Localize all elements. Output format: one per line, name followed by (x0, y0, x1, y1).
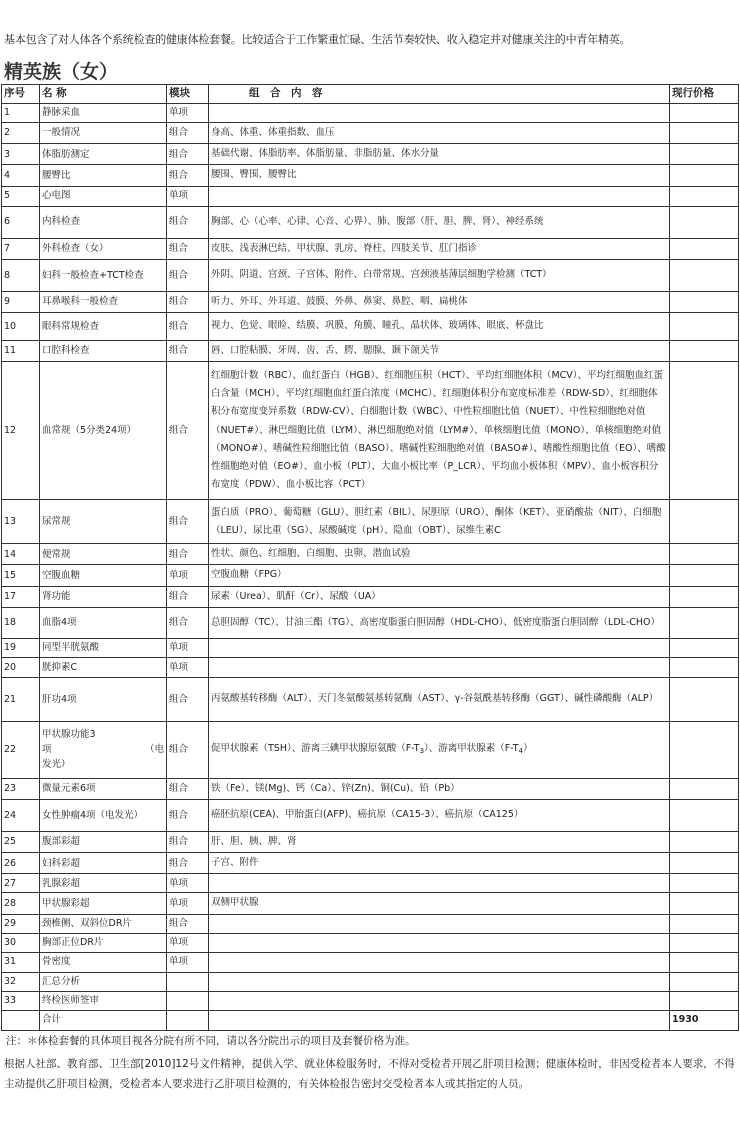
cell-price (670, 206, 739, 238)
package-title: 精英族（女） (4, 61, 119, 83)
cell-items: 胸部、心（心率、心律、心音、心界）、肺、腹部（肝、胆、脾、肾）、神经系统 (209, 206, 670, 238)
cell-no (2, 1010, 40, 1030)
cell-name: 胱抑素C (40, 657, 167, 677)
cell-name: 外科检查（女） (40, 238, 167, 259)
cell-name: 甲状腺彩超 (40, 893, 167, 914)
cell-price (670, 874, 739, 893)
cell-module: 单项 (167, 933, 209, 952)
cell-items (209, 638, 670, 657)
footnote: 注：＊体检套餐的具体项目视各分院有所不同，请以各分院出示的项目及套餐价格为准。 (6, 1035, 416, 1047)
cell-name: 一般情况 (40, 123, 167, 144)
cell-price (670, 238, 739, 259)
cell-name: 汇总分析 (40, 972, 167, 991)
cell-module (167, 991, 209, 1010)
table-row (2, 933, 739, 952)
table-row (2, 952, 739, 972)
cell-module: 组合 (167, 853, 209, 874)
cell-items: 癌胚抗原(CEA)、甲胎蛋白(AFP)、癌抗原（CA15-3）、癌抗原（CA125） (209, 800, 670, 832)
cell-price (670, 186, 739, 206)
table-row (2, 607, 739, 638)
cell-module: 单项 (167, 952, 209, 972)
cell-module: 组合 (167, 206, 209, 238)
cell-no: 18 (2, 607, 40, 638)
cell-price (670, 657, 739, 677)
cell-no: 14 (2, 544, 40, 565)
cell-items (209, 914, 670, 933)
cell-name: 便常规 (40, 544, 167, 565)
cell-module: 单项 (167, 638, 209, 657)
cell-price (670, 362, 739, 500)
cell-name: 血脂4项 (40, 607, 167, 638)
table-row (2, 832, 739, 853)
table-row (2, 972, 739, 991)
cell-price (670, 853, 739, 874)
cell-items (209, 721, 670, 778)
cell-price (670, 800, 739, 832)
cell-no: 30 (2, 933, 40, 952)
name-line: 发光） (42, 759, 71, 771)
cell-price (670, 972, 739, 991)
cell-price (670, 586, 739, 607)
cell-no: 32 (2, 972, 40, 991)
items-text: ） (523, 742, 533, 754)
cell-items: 性状、颜色、红细胞、白细胞、虫卵、潜血试验 (209, 544, 670, 565)
cell-price (670, 123, 739, 144)
cell-module: 组合 (167, 313, 209, 341)
table-row (2, 638, 739, 657)
cell-items (209, 991, 670, 1010)
cell-items (209, 933, 670, 952)
cell-module: 组合 (167, 586, 209, 607)
col-header-items: 组 合 内 容 (209, 85, 670, 104)
table-row (2, 586, 739, 607)
cell-items: 子宫、附件 (209, 853, 670, 874)
cell-no: 29 (2, 914, 40, 933)
cell-no: 27 (2, 874, 40, 893)
cell-name: 妇科一般检查+TCT检查 (40, 259, 167, 291)
cell-no: 24 (2, 800, 40, 832)
cell-price (670, 313, 739, 341)
cell-no: 28 (2, 893, 40, 914)
cell-no: 26 (2, 853, 40, 874)
cell-no: 8 (2, 259, 40, 291)
cell-items: 双侧甲状腺 (209, 893, 670, 914)
cell-module: 组合 (167, 341, 209, 362)
cell-no: 17 (2, 586, 40, 607)
cell-name: 胸部正位DR片 (40, 933, 167, 952)
cell-name: 空腹血糖 (40, 565, 167, 586)
cell-name: 妇科彩超 (40, 853, 167, 874)
cell-items: 空腹血糖（FPG） (209, 565, 670, 586)
table-row (2, 893, 739, 914)
cell-module: 组合 (167, 832, 209, 853)
cell-no: 22 (2, 721, 40, 778)
cell-items: 红细胞计数（RBC）、血红蛋白（HGB）、红细胞压积（HCT）、平均红细胞体积（MCV）、平均红细胞血红蛋白含量（MCH）、平均红细胞血红蛋白浓度（MCHC）、红细胞体积分布宽度标准差（RDW-SD）、红细胞体积分布宽度变异系数（RDW-CV）、白细胞计数（WBC）、中性粒细胞比值（NUET）、中性粒细胞绝对值（NUET#）、淋巴细胞比值（LYM）、淋巴细胞绝对值（LYM#）、单核细胞比值（MONO）、单核细胞绝对值（MONO#）、嗜碱性粒细胞比值（BASO）、嗜碱性粒细胞绝对值（BASO#）、嗜酸性细胞比值（EO）、嗜酸性细胞绝对值（EO#）、血小板（PLT）、大血小板比率（P_LCR）、平均血小板体积（MPV）、血小板容积分布宽度（PDW）、血小板比容（PCT） (209, 362, 670, 500)
cell-items: 视力、色觉、眼睑、结膜、巩膜、角膜、瞳孔、晶状体、玻璃体、眼底、杯盘比 (209, 313, 670, 341)
cell-no: 9 (2, 291, 40, 312)
cell-module: 组合 (167, 238, 209, 259)
cell-module (167, 972, 209, 991)
name-part: 项 (42, 744, 52, 756)
cell-name: 终检医师签审 (40, 991, 167, 1010)
cell-items: 外阴、阴道、宫颈、子宫体、附件、白带常规、宫颈液基薄层细胞学检测（TCT） (209, 259, 670, 291)
table-row (2, 165, 739, 186)
cell-items: 基础代谢、体脂肪率、体脂肪量、非脂肪量、体水分量 (209, 144, 670, 165)
cell-price (670, 291, 739, 312)
cell-items: 总胆固醇（TC）、甘油三酯（TG）、高密度脂蛋白胆固醇（HDL-CHO）、低密度脂蛋白胆固醇（LDL-CHO） (209, 607, 670, 638)
cell-name: 肝功4项 (40, 677, 167, 721)
cell-price (670, 607, 739, 638)
items-text: 促甲状腺素（TSH）、游离三碘甲状腺原氨酸（F-T (211, 742, 420, 754)
table-row (2, 123, 739, 144)
cell-price (670, 778, 739, 799)
cell-price (670, 144, 739, 165)
cell-no: 13 (2, 500, 40, 544)
cell-price (670, 259, 739, 291)
cell-price (670, 565, 739, 586)
cell-items (209, 952, 670, 972)
cell-module: 组合 (167, 165, 209, 186)
cell-name: 尿常规 (40, 500, 167, 544)
cell-name: 腰臀比 (40, 165, 167, 186)
cell-items: 皮肤、浅表淋巴结、甲状腺、乳房、脊柱、四肢关节、肛门指诊 (209, 238, 670, 259)
cell-no: 10 (2, 313, 40, 341)
table-row (2, 362, 739, 500)
cell-name: 体脂肪测定 (40, 144, 167, 165)
cell-module: 组合 (167, 607, 209, 638)
cell-name: 静脉采血 (40, 104, 167, 123)
cell-name: 肾功能 (40, 586, 167, 607)
subscript: 3 (419, 746, 425, 755)
table-row (2, 874, 739, 893)
cell-items: 蛋白质（PRO）、葡萄糖（GLU）、胆红素（BIL）、尿胆原（URO）、酮体（KET）、亚硝酸盐（NIT）、白细胞（LEU）、尿比重（SG）、尿酸碱度（pH）、隐血（OBT）、尿维生素C (209, 500, 670, 544)
table-row (2, 544, 739, 565)
cell-price (670, 933, 739, 952)
col-header-module: 模块 (167, 85, 209, 104)
cell-name: 心电图 (40, 186, 167, 206)
cell-name: 女性肿瘤4项（电发光） (40, 800, 167, 832)
cell-price (670, 544, 739, 565)
cell-name: 眼科常规检查 (40, 313, 167, 341)
cell-module: 单项 (167, 104, 209, 123)
cell-price (670, 991, 739, 1010)
table-row (2, 291, 739, 312)
cell-module: 组合 (167, 362, 209, 500)
col-header-price: 现行价格 (670, 85, 739, 104)
col-header-no: 序号 (2, 85, 40, 104)
cell-items: 尿素（Urea）、肌酐（Cr）、尿酸（UA） (209, 586, 670, 607)
table-row (2, 259, 739, 291)
cell-no: 2 (2, 123, 40, 144)
table-row (2, 1010, 739, 1030)
table-row (2, 991, 739, 1010)
cell-module: 组合 (167, 544, 209, 565)
cell-items: 腰围、臀围、腰臀比 (209, 165, 670, 186)
cell-name: 颈椎侧、双斜位DR片 (40, 914, 167, 933)
cell-no: 19 (2, 638, 40, 657)
cell-module: 组合 (167, 914, 209, 933)
cell-price (670, 500, 739, 544)
subscript: 4 (518, 746, 524, 755)
cell-module: 组合 (167, 721, 209, 778)
cell-module: 单项 (167, 874, 209, 893)
cell-price (670, 104, 739, 123)
cell-price (670, 893, 739, 914)
cell-name: 同型半胱氨酸 (40, 638, 167, 657)
cell-name: 乳腺彩超 (40, 874, 167, 893)
cell-price: 1930 (670, 1010, 739, 1030)
cell-no: 20 (2, 657, 40, 677)
cell-module: 单项 (167, 893, 209, 914)
cell-module: 组合 (167, 800, 209, 832)
cell-name: 内科检查 (40, 206, 167, 238)
cell-no: 6 (2, 206, 40, 238)
cell-price (670, 677, 739, 721)
name-line (42, 742, 164, 757)
cell-no: 15 (2, 565, 40, 586)
cell-items (209, 657, 670, 677)
cell-price (670, 952, 739, 972)
cell-items (209, 874, 670, 893)
table-row (2, 238, 739, 259)
cell-items (209, 186, 670, 206)
cell-no: 23 (2, 778, 40, 799)
cell-module: 组合 (167, 144, 209, 165)
cell-module: 组合 (167, 259, 209, 291)
cell-items: 丙氨酸基转移酶（ALT）、天门冬氨酸氨基转氨酶（AST）、γ-谷氨酰基转移酶（GGT）、碱性磷酸酶（ALP） (209, 677, 670, 721)
table-row (2, 657, 739, 677)
cell-no: 25 (2, 832, 40, 853)
cell-no: 11 (2, 341, 40, 362)
table-row (2, 914, 739, 933)
cell-module: 单项 (167, 186, 209, 206)
table-row (2, 565, 739, 586)
cell-items: 唇、口腔粘膜、牙周、齿、舌、腭、腮腺、颞下颌关节 (209, 341, 670, 362)
cell-module: 单项 (167, 657, 209, 677)
cell-name: 耳鼻喉科一般检查 (40, 291, 167, 312)
cell-items: 铁（Fe）、镁(Mg)、钙（Ca）、锌(Zn)、铜(Cu)、铅（Pb） (209, 778, 670, 799)
cell-name: 微量元素6项 (40, 778, 167, 799)
cell-module: 单项 (167, 565, 209, 586)
col-header-name: 名 称 (40, 85, 167, 104)
regulation-note: 根据人社部、教育部、卫生部[2010]12号文件精神，提供入学、就业体检服务时，不得对受检者开展乙肝项目检测；健康体检时，非因受检者本人要求，不得主动提供乙肝项目检测，受检者本人要求进行乙肝项目检测的，有关体检报告密封交受检者本人或其指定的人员。 (4, 1058, 735, 1090)
cell-name: 骨密度 (40, 952, 167, 972)
cell-items (209, 972, 670, 991)
cell-price (670, 638, 739, 657)
cell-module: 组合 (167, 500, 209, 544)
cell-name: 口腔科检查 (40, 341, 167, 362)
cell-name: 腹部彩超 (40, 832, 167, 853)
cell-items: 身高、体重、体重指数、血压 (209, 123, 670, 144)
cell-name (40, 721, 167, 778)
table-row (2, 186, 739, 206)
cell-price (670, 721, 739, 778)
cell-no: 21 (2, 677, 40, 721)
package-table (1, 84, 739, 1031)
intro-text: 基本包含了对人体各个系统检查的健康体检套餐。比较适合于工作繁重忙碌、生活节奏较快、收入稳定并对健康关注的中青年精英。 (4, 33, 631, 46)
table-row (2, 144, 739, 165)
table-row (2, 800, 739, 832)
cell-no: 33 (2, 991, 40, 1010)
table-row (2, 853, 739, 874)
cell-price (670, 832, 739, 853)
table-row (2, 500, 739, 544)
cell-items: 肝、胆、胰、脾、肾 (209, 832, 670, 853)
cell-name: 血常规（5分类24项） (40, 362, 167, 500)
cell-no: 4 (2, 165, 40, 186)
cell-name: 合计 (40, 1010, 167, 1030)
name-part: （电 (144, 744, 164, 756)
name-line: 甲状腺功能3 (42, 729, 96, 741)
items-text: ）、游离甲状腺素（F-T (424, 742, 519, 754)
cell-no: 5 (2, 186, 40, 206)
table-row (2, 313, 739, 341)
cell-no: 31 (2, 952, 40, 972)
cell-module: 组合 (167, 677, 209, 721)
table-row (2, 104, 739, 123)
cell-module: 组合 (167, 123, 209, 144)
cell-items (209, 104, 670, 123)
table-row (2, 341, 739, 362)
cell-price (670, 165, 739, 186)
cell-module (167, 1010, 209, 1030)
table-row (2, 778, 739, 799)
cell-price (670, 914, 739, 933)
table-header-row (2, 85, 739, 104)
cell-module: 组合 (167, 778, 209, 799)
cell-items: 听力、外耳、外耳道、鼓膜、外鼻、鼻窦、鼻腔、咽、扁桃体 (209, 291, 670, 312)
table-row (2, 206, 739, 238)
table-row (2, 677, 739, 721)
cell-items (209, 1010, 670, 1030)
cell-price (670, 341, 739, 362)
cell-no: 7 (2, 238, 40, 259)
cell-no: 12 (2, 362, 40, 500)
cell-no: 3 (2, 144, 40, 165)
table-row (2, 721, 739, 778)
cell-module: 组合 (167, 291, 209, 312)
cell-no: 1 (2, 104, 40, 123)
